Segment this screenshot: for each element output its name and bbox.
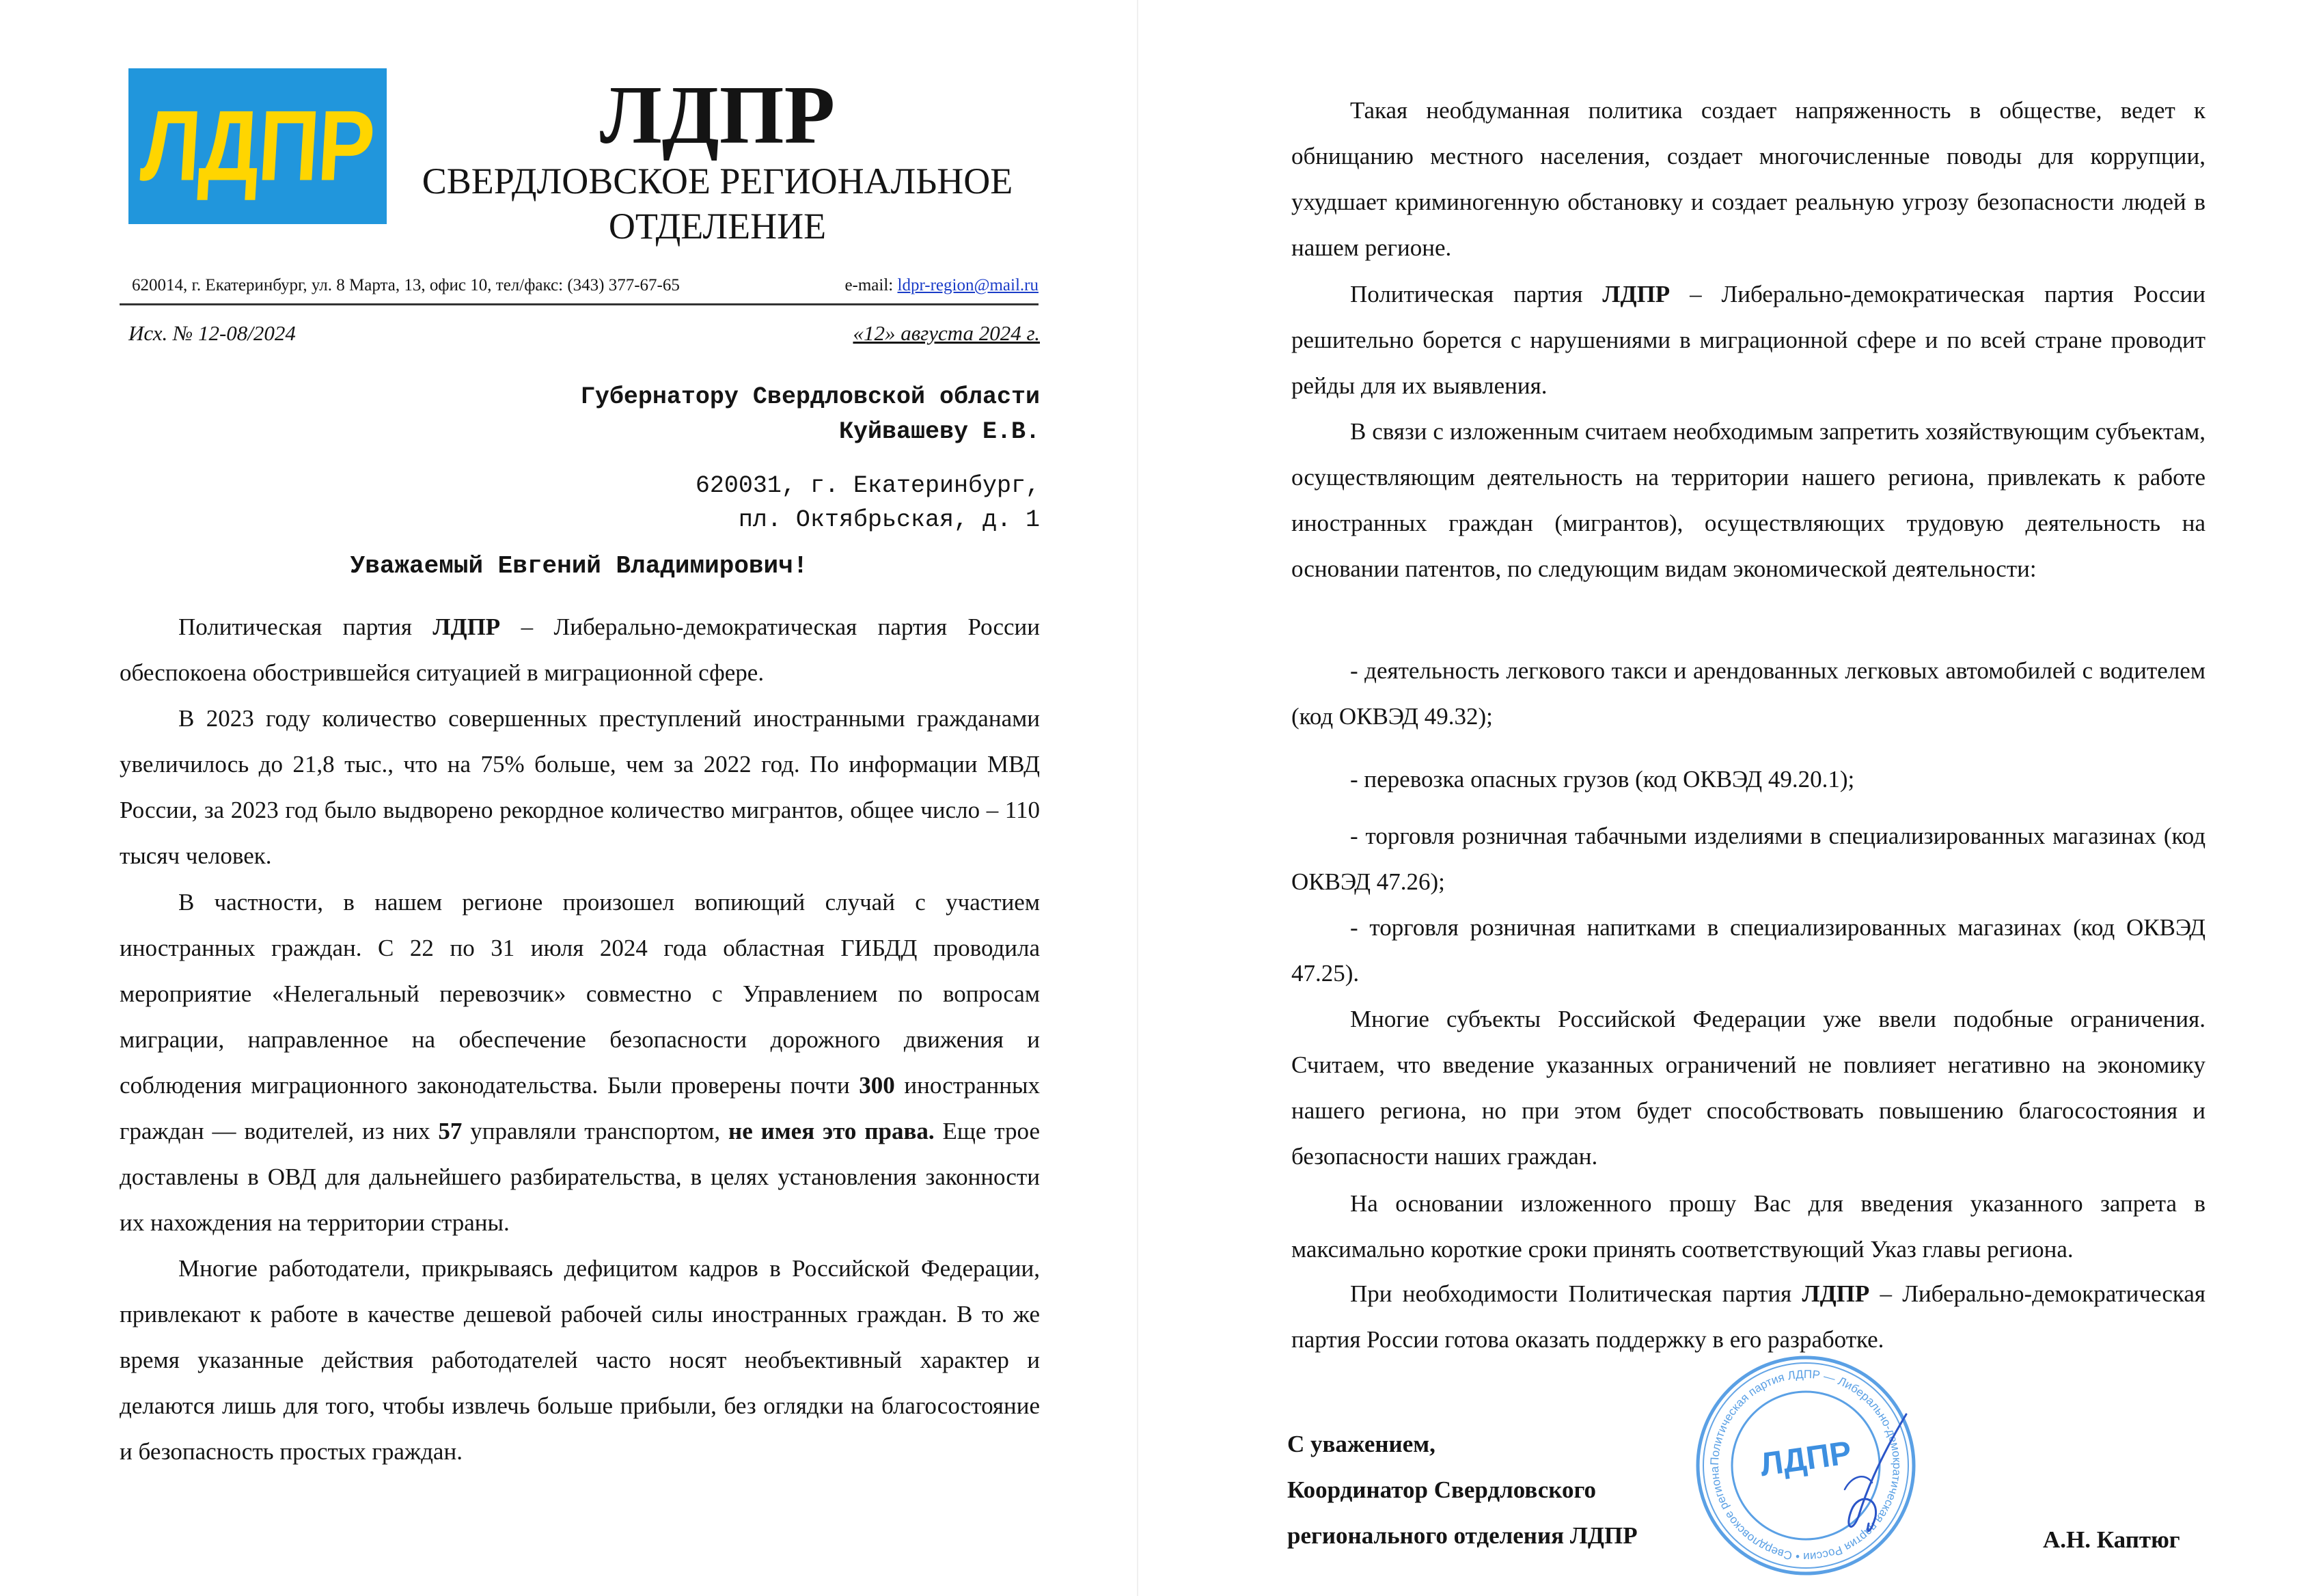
paragraph-3-text-d: Еще трое доставлены в ОВД для дальнейшего разбирательства, в целях установления законности их нахождения на территории страны.	[120, 1118, 1040, 1236]
paragraph-3-text-c: управляли транспортом,	[462, 1118, 729, 1144]
addressee-name: Куйвашеву Е.В.	[838, 418, 1040, 445]
paragraph-10	[1291, 1271, 2205, 1362]
letter-page-1	[0, 0, 1140, 1596]
addressee-address-line2: пл. Октябрьская, д. 1	[738, 506, 1040, 534]
handwritten-signature	[1804, 1407, 1968, 1544]
paragraph-7: В связи с изложенным считаем необходимым запретить хозяйствующим субъектам, осуществляющим деятельность на территории нашего региона, привлекать к работе иностранных граждан (мигрантов), осуществляющих трудовую деятельность на основании патентов, по следующим видам экономической деятельности:	[1291, 418, 2205, 582]
org-subtitle-line2: ОТДЕЛЕНИЕ	[608, 206, 827, 247]
paragraph-3-text-b: иностранных граждан — водителей, из них	[120, 1072, 1040, 1144]
party-logo	[128, 68, 387, 224]
stamp-logo: ЛДПР	[1757, 1434, 1854, 1484]
paragraph-1-bold-party: ЛДПР	[432, 614, 501, 640]
paragraph-6-text-b: – Либерально-демократическая партия России решительно борется с нарушениями в миграционной сфере и по всей стране проводит рейды для их выявления.	[1291, 281, 2206, 399]
paragraph-1-text-b: – Либерально-демократическая партия России обеспокоена обострившейся ситуацией в миграционной сфере.	[120, 614, 1041, 686]
document-date: «12» августа 2024 г.	[853, 321, 1040, 345]
org-name: ЛДПР	[599, 69, 836, 161]
paragraph-3-text-a: В частности, в нашем регионе произошел вопиющий случай с участием иностранных граждан. С 22 по 31 июля 2024 года областная ГИБДД проводила мероприятие «Нелегальный перевозчик» совместно с Управлением по вопросам миграции, направленное на обеспечение безопасности дорожного движения и соблюдения миграционного законодательства. Были проверены почти	[120, 889, 1040, 1099]
stamp-ring-text: Политическая партия ЛДПР — Либерально-демократическая партия России • Свердловское региона	[1707, 1367, 1904, 1564]
paragraph-1	[120, 604, 1040, 696]
signer-title-line2: регионального отделения ЛДПР	[1287, 1522, 1638, 1549]
signer-title-line1: Координатор Свердловского	[1287, 1476, 1596, 1503]
email-link[interactable]: ldpr-region@mail.ru	[897, 276, 1039, 294]
signature-block	[1287, 1421, 1638, 1558]
paragraph-3-bold-57: 57	[438, 1118, 463, 1144]
contact-line	[120, 276, 1039, 305]
paragraph-9: На основании изложенного прошу Вас для введения указанного запрета в максимально короткие сроки принять соответствующий Указ главы региона.	[1291, 1190, 2205, 1263]
page-divider	[1137, 0, 1138, 1596]
contact-address: 620014, г. Екатеринбург, ул. 8 Марта, 13, офис 10, тел/факс: (343) 377-67-65	[132, 276, 680, 294]
outgoing-number: Исх. № 12-08/2024	[128, 321, 296, 345]
paragraph-10-text-a: При необходимости Политическая партия	[1350, 1280, 1802, 1307]
closing: С уважением,	[1287, 1431, 1435, 1457]
contact-email-wrap	[844, 276, 1039, 295]
org-subtitle	[389, 159, 1045, 249]
paragraph-3	[120, 879, 1040, 1246]
paragraph-6	[1291, 271, 2205, 409]
list-item-3: - торговля розничная табачными изделиями в специализированных магазинах (код ОКВЭД 47.26);	[1291, 823, 2205, 895]
list-item-1: - деятельность легкового такси и арендованных легковых автомобилей с водителем (код ОКВЭД 49.32);	[1291, 657, 2205, 730]
email-label: e-mail:	[844, 276, 894, 294]
list-item-4: - торговля розничная напитками в специализированных магазинах (код ОКВЭД 47.25).	[1291, 914, 2205, 987]
list-item-2: - перевозка опасных грузов (код ОКВЭД 49.20.1);	[1350, 766, 1855, 793]
paragraph-3-bold-no-right: не имея это права.	[728, 1118, 935, 1144]
salutation: Уважаемый Евгений Владимирович!	[350, 552, 808, 580]
paragraph-10-text-b: – Либерально-демократическая партия России готова оказать поддержку в его разработке.	[1291, 1280, 2205, 1353]
signer-name: А.Н. Каптюг	[2043, 1526, 2180, 1553]
paragraph-1-text-a: Политическая партия	[178, 614, 433, 640]
party-logo-text: ЛДПР	[138, 90, 377, 202]
paragraph-2: В 2023 году количество совершенных преступлений иностранными гражданами увеличилось до 21,8 тыс., что на 75% больше, чем за 2022 год. По информации МВД России, за 2023 год было выдворено рекордное количество мигрантов, общее число – 110 тысяч человек.	[120, 705, 1040, 869]
addressee-title: Губернатору Свердловской области	[580, 383, 1040, 411]
paragraph-10-bold-party: ЛДПР	[1802, 1280, 1870, 1307]
org-subtitle-line1: СВЕРДЛОВСКОЕ РЕГИОНАЛЬНОЕ	[422, 161, 1013, 202]
addressee	[288, 380, 1040, 450]
paragraph-6-text-a: Политическая партия	[1350, 281, 1603, 307]
paragraph-6-bold-party: ЛДПР	[1602, 281, 1671, 307]
paragraph-3-bold-300: 300	[859, 1072, 895, 1099]
addressee-address-line1: 620031, г. Екатеринбург,	[695, 472, 1040, 499]
paragraph-4: Многие работодатели, прикрываясь дефицитом кадров в Российской Федерации, привлекают к работе в качестве дешевой рабочей силы иностранных граждан. В то же время указанные действия работодателей часто носят необъективный характер и делаются лишь для того, чтобы извлечь больше прибыли, без оглядки на благосостояние и безопасность простых граждан.	[120, 1255, 1040, 1465]
paragraph-5: Такая необдуманная политика создает напряженность в обществе, ведет к обнищанию местного населения, создает многочисленные поводы для коррупции, ухудшает криминогенную обстановку и создает реальную угрозу безопасности людей в нашем регионе.	[1291, 97, 2205, 261]
addressee-address	[288, 469, 1040, 537]
paragraph-8: Многие субъекты Российской Федерации уже ввели подобные ограничения. Считаем, что введение указанных ограничений не повлияет негативно на экономику нашего региона, но при этом будет способствовать повышению благосостояния и безопасности наших граждан.	[1291, 1006, 2205, 1170]
